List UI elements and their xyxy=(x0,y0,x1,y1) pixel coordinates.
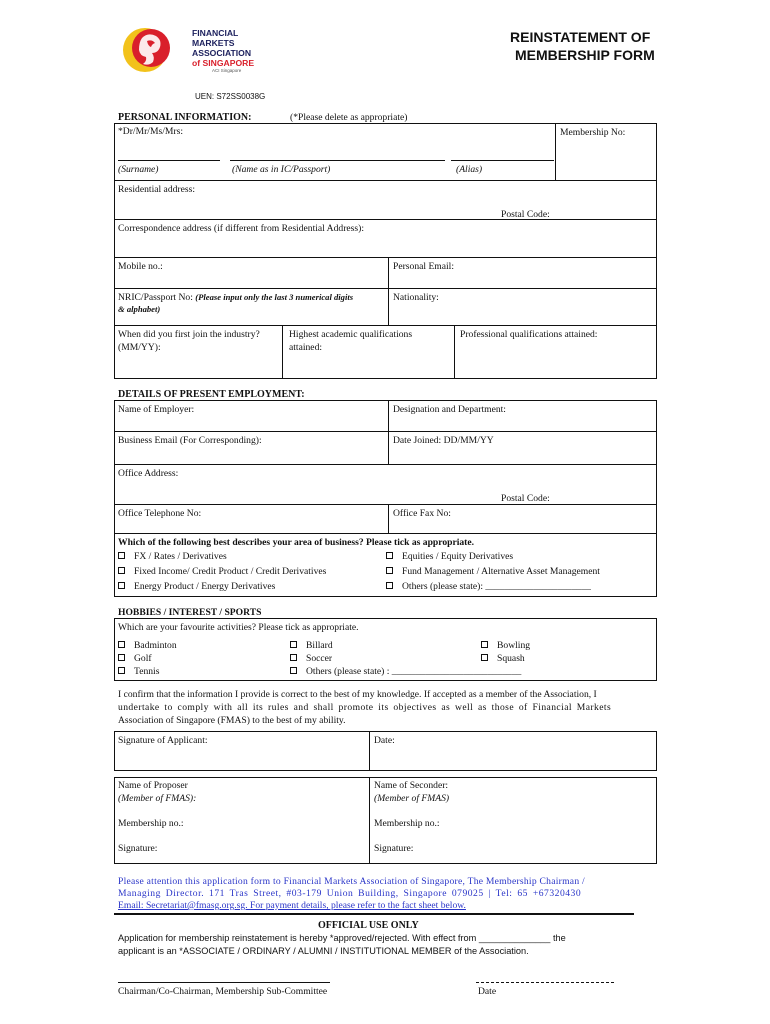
proposer-signature-field[interactable]: Signature: xyxy=(118,843,158,854)
official-member-type-line: applicant is an *ASSOCIATE / ORDINARY / ALUMNI / INSTITUTIONAL MEMBER of the Association. xyxy=(118,946,529,956)
checkbox[interactable] xyxy=(481,654,488,661)
checkbox[interactable] xyxy=(118,654,125,661)
membership-no-label: Membership No: xyxy=(560,127,626,138)
delete-note: (*Please delete as appropriate) xyxy=(290,112,408,123)
nric-note-continued: & alphabet) xyxy=(118,304,161,314)
checkbox[interactable] xyxy=(290,641,297,648)
declaration-line: I confirm that the information I provide is correct to the best of my knowledge. If accepted as a member of the Association, I xyxy=(118,689,597,700)
seconder-name-field[interactable]: Name of Seconder: xyxy=(374,780,449,791)
professional-qualifications-field[interactable]: Professional qualifications attained: xyxy=(460,329,598,340)
hobby-billard[interactable] xyxy=(290,640,333,651)
employer-name-field[interactable]: Name of Employer: xyxy=(118,404,195,415)
option-label: Tennis xyxy=(134,666,160,677)
logo-text-line: FINANCIAL xyxy=(192,28,239,38)
form-title-line1: REINSTATEMENT OF xyxy=(510,29,651,45)
checkbox[interactable] xyxy=(290,667,297,674)
option-label: Others (please state) : ___________________________ xyxy=(306,666,522,677)
declaration-line: undertake to comply with all its rules and shall promote its objectives as well as those of Financial Markets xyxy=(118,702,612,713)
business-option-energy[interactable] xyxy=(118,581,275,592)
surname-field[interactable]: (Surname) xyxy=(118,164,159,175)
office-postal-code-field[interactable]: Postal Code: xyxy=(501,493,550,504)
proposer-member-note: (Member of FMAS): xyxy=(118,793,197,804)
checkbox[interactable] xyxy=(118,667,125,674)
personal-email-field[interactable]: Personal Email: xyxy=(393,261,455,272)
form-title-line2: MEMBERSHIP FORM xyxy=(515,47,655,63)
correspondence-address-field[interactable]: Correspondence address (if different from Residential Address): xyxy=(118,223,364,234)
industry-join-field[interactable]: (MM/YY): xyxy=(118,342,161,353)
hobby-others[interactable] xyxy=(290,666,521,677)
hobby-golf[interactable] xyxy=(118,653,152,664)
option-label: Badminton xyxy=(134,640,177,651)
personal-info-heading: PERSONAL INFORMATION: xyxy=(118,112,252,123)
logo-text-line: MARKETS xyxy=(192,38,235,48)
proposer-name-field[interactable]: Name of Proposer xyxy=(118,780,188,791)
office-address-section xyxy=(114,464,657,505)
notice-line: Managing Director. 171 Tras Street, #03-179 Union Building, Singapore 079025 | Tel: 65 +67320430 xyxy=(118,888,582,899)
checkbox[interactable] xyxy=(386,567,393,574)
hobby-squash[interactable] xyxy=(481,653,525,664)
official-use-heading: OFFICIAL USE ONLY xyxy=(318,920,419,931)
academic-qualifications-label: Highest academic qualifications xyxy=(289,329,413,340)
checkbox[interactable] xyxy=(118,567,125,574)
option-label: Fixed Income/ Credit Product / Credit Derivatives xyxy=(134,566,327,577)
option-label: Bowling xyxy=(497,640,531,651)
office-address-field[interactable]: Office Address: xyxy=(118,468,179,479)
hobby-badminton[interactable] xyxy=(118,640,177,651)
industry-join-label: When did you first join the industry? xyxy=(118,329,260,340)
option-label: Others (please state): ______________________ xyxy=(402,581,591,592)
hobbies-question: Which are your favourite activities? Please tick as appropriate. xyxy=(118,622,359,633)
employer-section xyxy=(114,400,657,432)
notice-line: Please attention this application form to Financial Markets Association of Singapore, The Membership Chairman / xyxy=(118,876,585,887)
notice-email-line[interactable]: Email: Secretariat@fmasg.org.sg. For payment details, please refer to the fact sheet below. xyxy=(118,900,466,911)
option-label: Energy Product / Energy Derivatives xyxy=(134,581,276,592)
applicant-date-field[interactable]: Date: xyxy=(374,735,395,746)
business-option-fixed-income[interactable] xyxy=(118,566,326,577)
checkbox[interactable] xyxy=(118,552,125,559)
checkbox[interactable] xyxy=(290,654,297,661)
mobile-field[interactable]: Mobile no.: xyxy=(118,261,163,272)
seconder-signature-field[interactable]: Signature: xyxy=(374,843,414,854)
checkbox[interactable] xyxy=(386,582,393,589)
nric-field[interactable] xyxy=(118,292,353,303)
option-label: Fund Management / Alternative Asset Management xyxy=(402,566,600,577)
checkbox[interactable] xyxy=(118,641,125,648)
option-label: Soccer xyxy=(306,653,333,664)
chairman-signature-line[interactable]: Chairman/Co-Chairman, Membership Sub-Committee xyxy=(118,986,328,997)
hobby-soccer[interactable] xyxy=(290,653,332,664)
logo-text-line: ASSOCIATION xyxy=(192,48,252,58)
fmas-logo xyxy=(120,24,270,76)
date-joined-field[interactable]: Date Joined: DD/MM/YY xyxy=(393,435,494,446)
option-label: Squash xyxy=(497,653,525,664)
logo-text-line: of SINGAPORE xyxy=(192,58,255,68)
residential-section xyxy=(114,180,657,220)
applicant-signature-field[interactable]: Signature of Applicant: xyxy=(118,735,208,746)
business-option-others[interactable] xyxy=(386,581,591,592)
business-area-question: Which of the following best describes your area of business? Please tick as appropriate. xyxy=(118,537,475,548)
proposer-membership-no-field[interactable]: Membership no.: xyxy=(118,818,184,829)
checkbox[interactable] xyxy=(386,552,393,559)
office-telephone-field[interactable]: Office Telephone No: xyxy=(118,508,202,519)
hobby-bowling[interactable] xyxy=(481,640,530,651)
nric-note: (Please input only the last 3 numerical digits xyxy=(195,292,354,302)
option-label: Equities / Equity Derivatives xyxy=(402,551,514,562)
office-fax-field[interactable]: Office Fax No: xyxy=(393,508,451,519)
designation-field[interactable]: Designation and Department: xyxy=(393,404,506,415)
official-date-line[interactable]: Date xyxy=(478,986,497,997)
salutation-label: *Dr/Mr/Ms/Mrs: xyxy=(118,126,184,137)
option-label: FX / Rates / Derivatives xyxy=(134,551,227,562)
business-option-equities[interactable] xyxy=(386,551,513,562)
option-label: Golf xyxy=(134,653,152,664)
business-option-fund-management[interactable] xyxy=(386,566,600,577)
residential-address-field[interactable]: Residential address: xyxy=(118,184,195,195)
alias-field[interactable]: (Alias) xyxy=(456,164,483,175)
nationality-field[interactable]: Nationality: xyxy=(393,292,439,303)
contact-section xyxy=(114,257,657,289)
declaration-line: Association of Singapore (FMAS) to the best of my ability. xyxy=(118,715,346,726)
lion-emblem-icon xyxy=(120,24,174,74)
hobby-tennis[interactable] xyxy=(118,666,159,677)
official-approval-line: Application for membership reinstatement is hereby *approved/rejected. With effect from ______________ the xyxy=(118,933,566,943)
employment-heading: DETAILS OF PRESENT EMPLOYMENT: xyxy=(118,389,305,400)
seconder-membership-no-field[interactable]: Membership no.: xyxy=(374,818,440,829)
business-email-field[interactable]: Business Email (For Corresponding): xyxy=(118,435,262,446)
seconder-member-note: (Member of FMAS) xyxy=(374,793,450,804)
hobbies-heading: HOBBIES / INTEREST / SPORTS xyxy=(118,607,262,618)
checkbox[interactable] xyxy=(481,641,488,648)
option-label: Billard xyxy=(306,640,333,651)
logo-tagline: ACI Singapore xyxy=(212,68,242,73)
name-ic-field[interactable]: (Name as in IC/Passport) xyxy=(232,164,331,175)
uen-number: UEN: S72SS0038G xyxy=(195,92,266,101)
business-option-fx[interactable] xyxy=(118,551,227,562)
residential-postal-code-field[interactable]: Postal Code: xyxy=(501,209,550,220)
nric-label: NRIC/Passport No: xyxy=(118,292,193,303)
checkbox[interactable] xyxy=(118,582,125,589)
academic-qualifications-field[interactable]: attained: xyxy=(289,342,323,353)
